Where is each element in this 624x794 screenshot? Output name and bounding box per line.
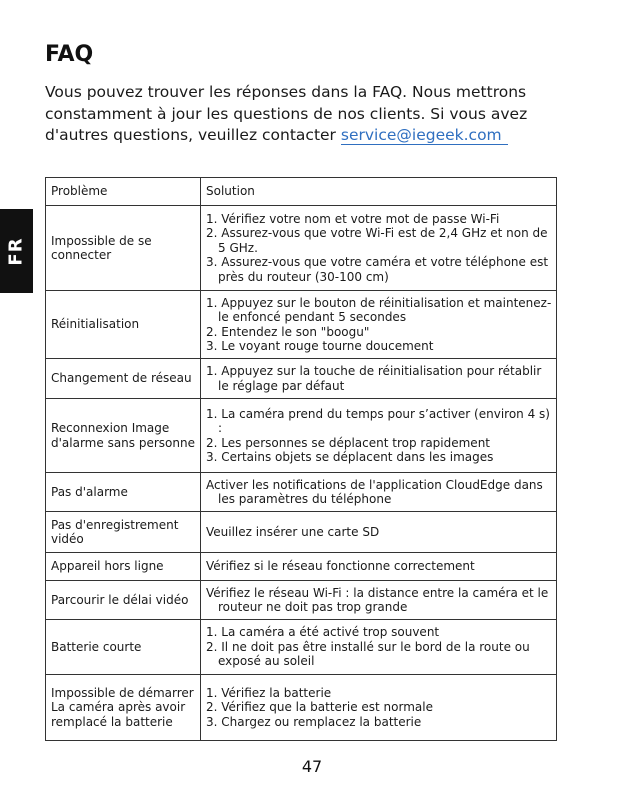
solution-cell [201, 399, 557, 473]
table-row [46, 473, 557, 512]
problem-cell: Changement de réseau [46, 359, 201, 399]
solution-line: 2. Les personnes se déplacent trop rapidement [206, 435, 491, 450]
problem-cell: Reconnexion Image d'alarme sans personne [46, 399, 201, 473]
problem-cell: Pas d'alarme [46, 473, 201, 512]
table-row [46, 206, 557, 291]
solution-line: 1. La caméra prend du temps pour s’activer (environ 4 s) : [206, 406, 550, 435]
page-number: 47 [301, 757, 323, 776]
problem-cell: Impossible de démarrer La caméra après avoir remplacé la batterie [46, 675, 201, 741]
problem-cell: Réinitialisation [46, 291, 201, 359]
table-row [46, 553, 557, 581]
solution-line: 1. Vérifiez la batterie [206, 685, 332, 700]
table-row [46, 581, 557, 620]
language-tab [0, 209, 33, 293]
page-title: FAQ [45, 42, 94, 67]
intro-text: Vous pouvez trouver les réponses dans la FAQ. Nous mettrons constamment à jour les questions de nos clients. Si vous avez d'autres questions, veuillez contacter [45, 83, 528, 144]
solution-line: 3. Assurez-vous que votre caméra et votre téléphone est près du routeur (30-100 cm) [206, 255, 549, 284]
solution-line: 1. Vérifiez votre nom et votre mot de passe Wi-Fi [206, 211, 500, 226]
solution-cell [201, 359, 557, 399]
table-row [46, 620, 557, 675]
solution-cell [201, 473, 557, 512]
header-problem: Problème [46, 178, 201, 206]
solution-line: 1. Appuyez sur le bouton de réinitialisation et maintenez-le enfoncé pendant 5 secondes [206, 295, 552, 324]
table-header-row [46, 178, 557, 206]
table-row [46, 675, 557, 741]
support-email-link[interactable]: service@iegeek.com [341, 126, 508, 145]
language-tab-label: FR [6, 236, 27, 266]
problem-cell: Pas d'enregistrement vidéo [46, 512, 201, 553]
solution-cell [201, 291, 557, 359]
solution-line: 1. La caméra a été activé trop souvent [206, 625, 440, 640]
table-row [46, 291, 557, 359]
solution-line: Vérifiez le réseau Wi-Fi : la distance entre la caméra et le routeur ne doit pas trop grande [206, 585, 549, 614]
solution-line: 1. Appuyez sur la touche de réinitialisation pour rétablir le réglage par défaut [206, 364, 542, 393]
table-row [46, 359, 557, 399]
problem-cell: Parcourir le délai vidéo [46, 581, 201, 620]
solution-cell [201, 675, 557, 741]
solution-line: 3. Certains objets se déplacent dans les images [206, 450, 494, 464]
solution-cell [201, 512, 557, 553]
table-row [46, 512, 557, 553]
solution-line: Veuillez insérer une carte SD [206, 524, 380, 539]
table-row [46, 399, 557, 473]
problem-cell: Impossible de se connecter [46, 206, 201, 291]
solution-cell [201, 620, 557, 675]
header-solution: Solution [201, 178, 557, 206]
solution-line: 2. Vérifiez que la batterie est normale [206, 700, 433, 715]
solution-cell [201, 553, 557, 581]
solution-cell [201, 581, 557, 620]
faq-table [45, 177, 557, 741]
solution-line: Vérifiez si le réseau fonctionne correctement [206, 559, 475, 574]
intro-paragraph [45, 82, 565, 147]
solution-line: 2. Entendez le son "boogu" [206, 324, 370, 339]
solution-line: 2. Assurez-vous que votre Wi-Fi est de 2,4 GHz et non de 5 GHz. [206, 226, 548, 255]
problem-cell: Batterie courte [46, 620, 201, 675]
solution-line: 3. Chargez ou remplacez la batterie [206, 714, 422, 729]
solution-line: Activer les notifications de l'application CloudEdge dans les paramètres du téléphone [206, 477, 543, 506]
solution-line: 3. Le voyant rouge tourne doucement [206, 339, 434, 353]
solution-line: 2. Il ne doit pas être installé sur le bord de la route ou exposé au soleil [206, 639, 530, 669]
problem-cell: Appareil hors ligne [46, 553, 201, 581]
solution-cell [201, 206, 557, 291]
